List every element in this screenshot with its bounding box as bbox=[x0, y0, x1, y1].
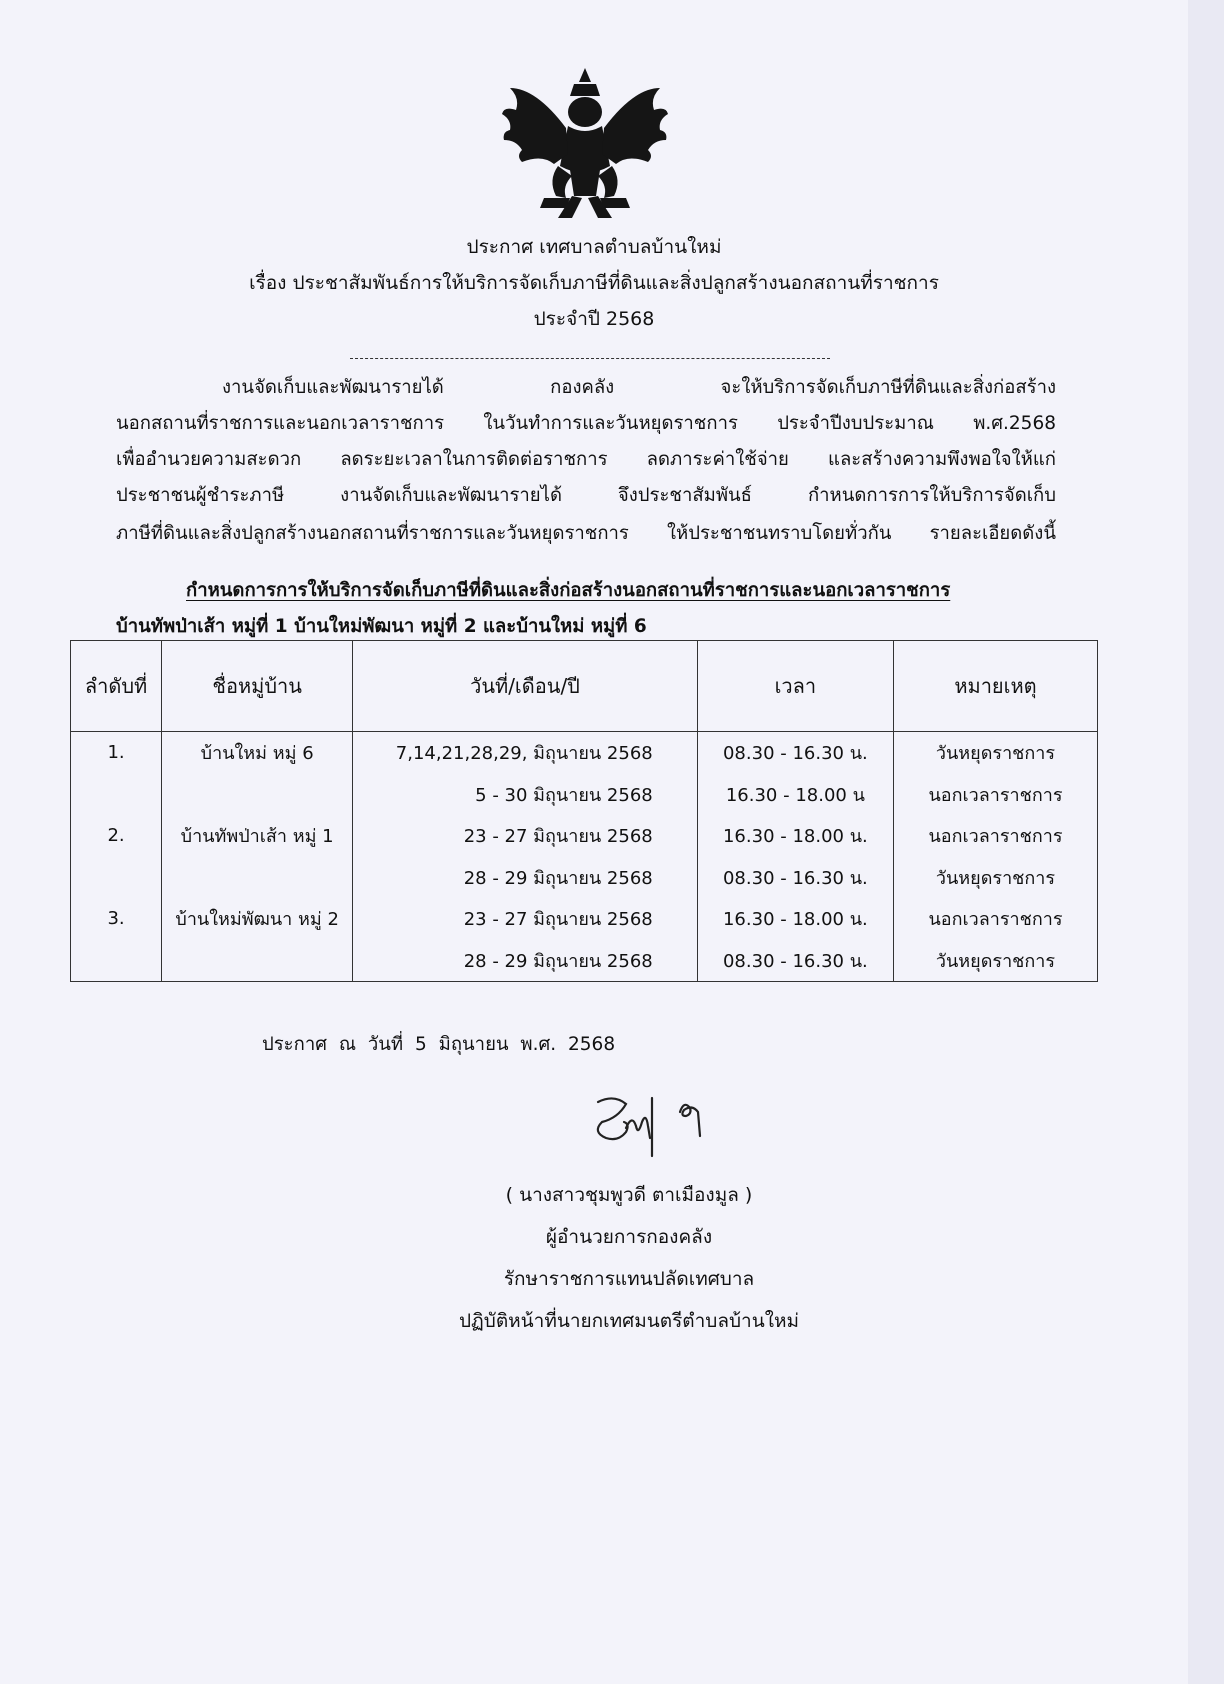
cell-time: 16.30 - 18.00 น. bbox=[697, 815, 893, 857]
cell-village: บ้านใหม่พัฒนา หมู่ 2 bbox=[162, 898, 353, 940]
signer-name: ( นางสาวชุมพูวดี ตาเมืองมูล ) bbox=[505, 1184, 753, 1206]
announcement-title: ประกาศ เทศบาลตำบลบ้านใหม่ bbox=[466, 236, 722, 258]
table-row bbox=[71, 774, 1098, 816]
header-date: วันที่/เดือน/ปี bbox=[353, 641, 697, 732]
header-no: ลำดับที่ bbox=[71, 641, 162, 732]
cell-time: 08.30 - 16.30 น. bbox=[697, 940, 893, 982]
cell-village bbox=[162, 774, 353, 816]
cell-no: 2. bbox=[71, 815, 162, 857]
cell-village: บ้านใหม่ หมู่ 6 bbox=[162, 732, 353, 774]
cell-village: บ้านทัพป่าเส้า หมู่ 1 bbox=[162, 815, 353, 857]
cell-no: 3. bbox=[71, 898, 162, 940]
cell-village bbox=[162, 857, 353, 899]
cell-note: วันหยุดราชการ bbox=[893, 940, 1097, 982]
cell-date: 28 - 29 มิถุนายน 2568 bbox=[353, 857, 697, 899]
announcement-date: ประกาศ ณ วันที่ 5 มิถุนายน พ.ศ. 2568 bbox=[262, 1034, 616, 1055]
schedule-heading: กำหนดการการให้บริการจัดเก็บภาษีที่ดินและสิ่งก่อสร้างนอกสถานที่ราชการและนอกเวลาราชการ bbox=[186, 580, 951, 601]
cell-note: นอกเวลาราชการ bbox=[893, 774, 1097, 816]
cell-village bbox=[162, 940, 353, 982]
cell-time: 08.30 - 16.30 น. bbox=[697, 732, 893, 774]
announcement-subject: เรื่อง ประชาสัมพันธ์การให้บริการจัดเก็บภาษีที่ดินและสิ่งปลูกสร้างนอกสถานที่ราชการ bbox=[249, 272, 939, 294]
cell-date: 5 - 30 มิถุนายน 2568 bbox=[353, 774, 697, 816]
table-row bbox=[71, 857, 1098, 899]
signature-icon bbox=[580, 1090, 720, 1170]
cell-note: วันหยุดราชการ bbox=[893, 857, 1097, 899]
signer-position-1: ผู้อำนวยการกองคลัง bbox=[545, 1226, 713, 1248]
header-village: ชื่อหมู่บ้าน bbox=[162, 641, 353, 732]
villages-line: บ้านทัพป่าเส้า หมู่ที่ 1 บ้านใหม่พัฒนา หมู่ที่ 2 และบ้านใหม่ หมู่ที่ 6 bbox=[116, 616, 647, 637]
table-row bbox=[71, 940, 1098, 982]
cell-note: นอกเวลาราชการ bbox=[893, 898, 1097, 940]
cell-no: 1. bbox=[71, 732, 162, 774]
header-time: เวลา bbox=[697, 641, 893, 732]
body-line-5: ภาษีที่ดินและสิ่งปลูกสร้างนอกสถานที่ราชการและวันหยุดราชการ ให้ประชาชนทราบโดยทั่วกัน รายละเอียดดังนี้ bbox=[116, 523, 1056, 544]
cell-time: 16.30 - 18.00 น. bbox=[697, 898, 893, 940]
cell-no bbox=[71, 774, 162, 816]
body-line-2: นอกสถานที่ราชการและนอกเวลาราชการ ในวันทำการและวันหยุดราชการ ประจำปีงบประมาณ พ.ศ.2568 bbox=[116, 413, 1056, 434]
body-line-4: ประชาชนผู้ชำระภาษี งานจัดเก็บและพัฒนารายได้ จึงประชาสัมพันธ์ กำหนดการการให้บริการจัดเก็บ bbox=[116, 485, 1056, 506]
signer-position-2: รักษาราชการแทนปลัดเทศบาล bbox=[503, 1268, 755, 1290]
cell-note: วันหยุดราชการ bbox=[893, 732, 1097, 774]
cell-date: 28 - 29 มิถุนายน 2568 bbox=[353, 940, 697, 982]
cell-no bbox=[71, 857, 162, 899]
cell-date: 23 - 27 มิถุนายน 2568 bbox=[353, 815, 697, 857]
garuda-emblem-icon bbox=[500, 62, 670, 224]
table-header-row bbox=[71, 641, 1098, 732]
cell-note: นอกเวลาราชการ bbox=[893, 815, 1097, 857]
signer-position-3: ปฏิบัติหน้าที่นายกเทศมนตรีตำบลบ้านใหม่ bbox=[458, 1310, 800, 1332]
cell-time: 16.30 - 18.00 น bbox=[697, 774, 893, 816]
table-row bbox=[71, 898, 1098, 940]
table-row bbox=[71, 732, 1098, 774]
cell-date: 23 - 27 มิถุนายน 2568 bbox=[353, 898, 697, 940]
cell-date: 7,14,21,28,29, มิถุนายน 2568 bbox=[353, 732, 697, 774]
announcement-year: ประจำปี 2568 bbox=[533, 308, 655, 330]
cell-time: 08.30 - 16.30 น. bbox=[697, 857, 893, 899]
body-line-1: งานจัดเก็บและพัฒนารายได้ กองคลัง จะให้บริการจัดเก็บภาษีที่ดินและสิ่งก่อสร้าง bbox=[222, 377, 1056, 398]
schedule-table bbox=[70, 640, 1098, 982]
body-line-3: เพื่ออำนวยความสะดวก ลดระยะเวลาในการติดต่อราชการ ลดภาระค่าใช้จ่าย และสร้างความพึงพอใจให้แก่ bbox=[116, 449, 1056, 470]
cell-no bbox=[71, 940, 162, 982]
table-row bbox=[71, 815, 1098, 857]
dashed-divider bbox=[350, 358, 830, 359]
header-note: หมายเหตุ bbox=[893, 641, 1097, 732]
